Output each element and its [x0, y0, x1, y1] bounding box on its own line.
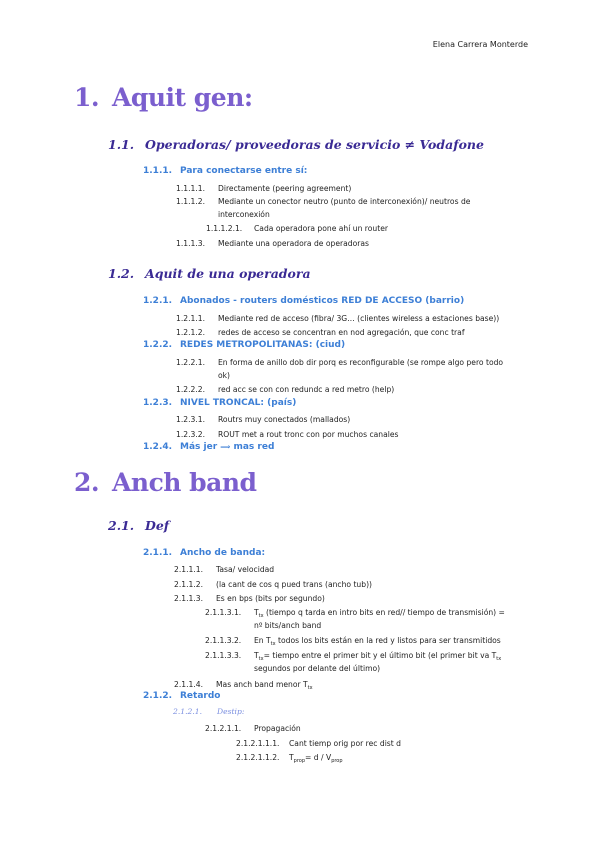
heading-1-2-2: 1.2.2. REDES METROPOLITANAS: (ciud)	[143, 340, 346, 350]
author-header: Elena Carrera Monterde	[432, 40, 528, 49]
heading-2-1: 2.1. Def	[108, 518, 170, 533]
heading-1-1: 1.1. Operadoras/ proveedoras de servicio ≠ Vodafone	[108, 137, 484, 152]
heading-1-2: 1.2. Aquit de una operadora	[108, 266, 311, 281]
heading-title: Aquit gen:	[112, 83, 253, 112]
heading-1-2-3: 1.2.3. NIVEL TRONCAL: (país)	[143, 398, 297, 408]
heading-2-1-2: 2.1.2. Retardo	[143, 691, 221, 701]
heading-2-1-1: 2.1.1. Ancho de banda:	[143, 548, 266, 558]
long-arrow-icon: ⟹	[220, 443, 231, 451]
heading-2: 2. Anch band	[74, 468, 257, 497]
heading-2-1-2-1: 2.1.2.1. Destip:	[173, 707, 245, 716]
heading-1-2-4: 1.2.4. Más jer ⟹ mas red	[143, 442, 275, 452]
heading-1	[74, 83, 253, 112]
heading-1-1-1: 1.1.1. Para conectarse entre sí:	[143, 166, 308, 176]
document-page: Elena Carrera Monterde 1. Aquit gen: 1.1. Operadoras/ proveedoras de servicio ≠ Vodafone 1.1.1. Para conectarse entre sí: 1.1.1.1. Directamente (peering agreement) 1.1.1.2. Mediante un conector neutro (punto de interconexión)/ neutros de interconexión 1.1.1.2.1. Cada operadora pone ahí un router 1.1.1.3. Mediante una operadora de operadoras 1.2. Aquit de una operadora 1.2.1. Abonados - routers domésticos RED DE ACCESO (barrio) 1.2.1.1. Mediante red de acceso (fibra/ 3G… (clientes wireless a estaciones base)) 1.2.1.2. redes de acceso se concentran en nod agregación, que conc traf 1.2.2. REDES METROPOLITANAS: (ciud) 1.2.2.1. En forma de anillo dob dir porq es reconfigurable (se rompe algo pero todo ok) 1.2.2.2. red acc se con con redundc a red metro (help) 1.2.3. NIVEL TRONCAL: (país) 1.2.3.1. Routrs muy conectados (mallados) 1.2.3.2. ROUT met a rout tronc con por muchos canales 1.2.4. Más jer ⟹ mas red 2. Anch band 2.1. Def 2.1.1. Ancho de banda: 2.1.1.1. Tasa/ velocidad 2.1.1.2. (la cant de cos q pued trans (ancho tub)) 2.1.1.3. Es en bps (bits por segundo) 2.1.1.3.1. $T_{tx}$ (tiempo q tarda en intro bits en red// tiempo de transmisión) = nº bits/anch band 2.1.1.3.2. En $T_{tx}$ todos los bits están en la red y listos para ser transmitidos 2.1.1.3.3. $T_{tx}=$ tiempo entre el primer bit y el último bit (el primer bit va $T_{tx}$ segundos por delante del último) 2.1.1.4. Mas anch band menor $T_{tx}$ 2.1.2. Retardo 2.1.2.1. Destip: 2.1.2.1.1. Propagación 2.1.2.1.1.1. Cant tiemp orig por rec dist d 2.1.2.1.1.2. $T_{prop}= d / V_{prop}$	[74, 40, 528, 764]
heading-number: 1.	[74, 83, 100, 112]
heading-1-2-1: 1.2.1. Abonados - routers domésticos RED DE ACCESO (barrio)	[143, 296, 465, 306]
